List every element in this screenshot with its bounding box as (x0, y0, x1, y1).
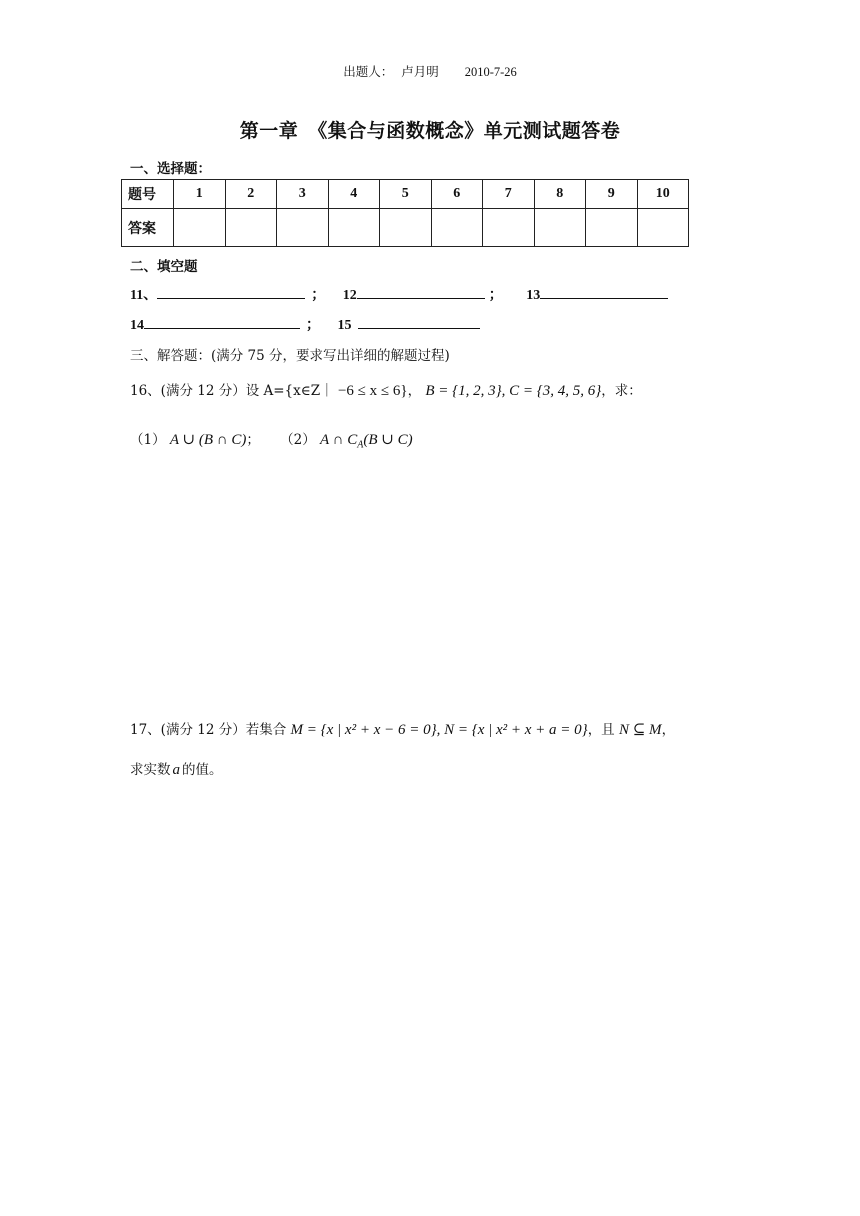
q16-prefix: 16、(满分 12 分）设 A={x∈Z｜ (130, 383, 334, 399)
q15-label: 15 (337, 318, 352, 333)
q16-suffix: ，求： (601, 383, 642, 399)
q16-comma: ， (407, 383, 422, 399)
q16-part2-label: （2） (280, 432, 316, 448)
q12-blank[interactable] (357, 284, 485, 299)
answer-cell[interactable] (277, 209, 329, 247)
q14-blank[interactable] (144, 314, 300, 329)
separator: ； (306, 318, 320, 333)
q16-condition: −6 ≤ x ≤ 6} (337, 383, 408, 399)
question-16-parts (130, 428, 413, 451)
q17-prefix: 17、(满分 12 分）若集合 (130, 722, 287, 738)
q12-label: 12 (342, 288, 357, 303)
document-header (0, 62, 860, 80)
header-date: 2010-7-26 (464, 65, 517, 79)
q16-part1-end: ； (246, 432, 260, 448)
table-header-answer: 答案 (122, 209, 174, 247)
question-number-cell: 1 (174, 180, 226, 209)
q17-subset: N ⊆ M (618, 722, 662, 738)
q17-mid: ，且 (587, 722, 615, 738)
answer-cell[interactable] (637, 209, 689, 247)
q17-line2-b: 的值。 (182, 762, 223, 778)
table-header-question: 题号 (122, 180, 174, 209)
answer-cell[interactable] (483, 209, 535, 247)
question-17-line2 (130, 758, 223, 779)
q17-sets: M = {x | x² + x − 6 = 0}, N = {x | x² + x + a = 0} (290, 722, 588, 738)
author-label: 出题人： (343, 64, 394, 79)
fill-line-1 (130, 284, 668, 304)
question-number-cell: 3 (277, 180, 329, 209)
answer-cell[interactable] (534, 209, 586, 247)
question-16 (130, 379, 642, 400)
question-number-cell: 8 (534, 180, 586, 209)
q17-end: ， (661, 722, 676, 738)
q16-part2-expr-a: A ∩ C (320, 432, 358, 448)
question-17 (130, 718, 675, 739)
q16-part1-expr: A ∪ (B ∩ C) (169, 432, 247, 448)
q14-label: 14 (130, 318, 144, 333)
answer-cell[interactable] (586, 209, 638, 247)
q13-blank[interactable] (540, 284, 668, 299)
separator: ； (311, 288, 326, 303)
fill-line-2 (130, 314, 480, 334)
q16-answer-area[interactable] (130, 455, 730, 695)
question-number-cell: 2 (225, 180, 277, 209)
question-number-cell: 7 (483, 180, 535, 209)
question-number-cell: 9 (586, 180, 638, 209)
q15-blank[interactable] (358, 314, 480, 329)
section-choice-heading: 一、选择题： (130, 161, 211, 177)
author-name: 卢月明 (401, 64, 439, 79)
q17-line2-a: 求实数 (130, 762, 171, 778)
q11-blank[interactable] (157, 284, 305, 299)
answer-cell[interactable] (380, 209, 432, 247)
question-number-cell: 4 (328, 180, 380, 209)
answer-cell[interactable] (431, 209, 483, 247)
section-fill-heading: 二、填空题 (130, 259, 198, 275)
question-number-cell: 10 (637, 180, 689, 209)
q17-answer-area[interactable] (130, 790, 730, 1170)
q16-part2-subscript: A (357, 439, 364, 451)
page-title: 第一章 《集合与函数概念》单元测试题答卷 (239, 120, 621, 142)
q16-part2-expr-b: (B ∪ C) (363, 432, 413, 448)
table-row-question-numbers (122, 180, 689, 209)
q11-label: 11、 (130, 288, 158, 303)
question-number-cell: 6 (431, 180, 483, 209)
q13-label: 13 (526, 288, 541, 303)
table-row-answers (122, 209, 689, 247)
answer-cell[interactable] (225, 209, 277, 247)
separator: ； (488, 288, 503, 303)
answer-table (121, 179, 689, 247)
q16-sets: B = {1, 2, 3}, C = {3, 4, 5, 6} (425, 383, 602, 399)
q16-part1-label: （1） (130, 432, 166, 448)
q17-variable: a (172, 762, 180, 778)
answer-cell[interactable] (328, 209, 380, 247)
question-number-cell: 5 (380, 180, 432, 209)
section-solve-heading: 三、解答题：(满分 75 分，要求写出详细的解题过程) (130, 348, 450, 364)
answer-cell[interactable] (174, 209, 226, 247)
